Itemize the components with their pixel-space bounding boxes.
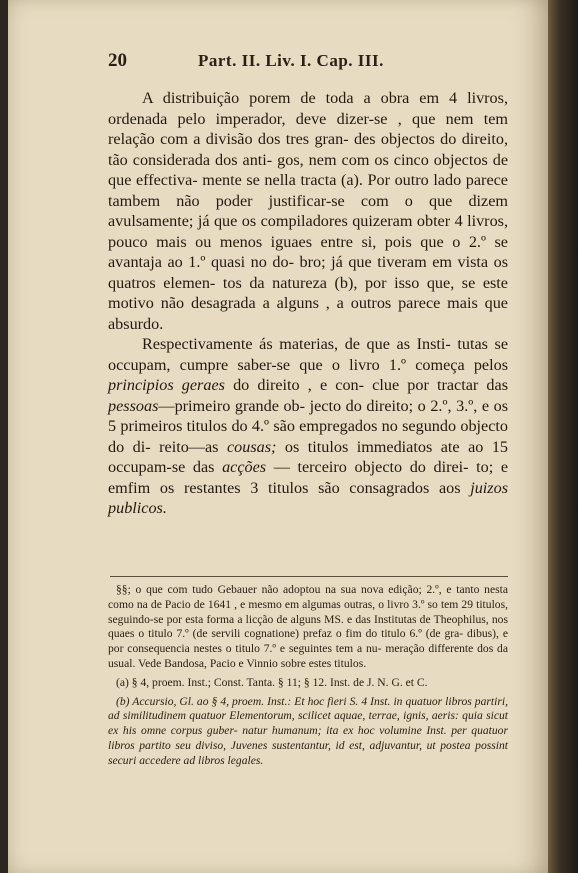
text-line: —primeiro grande ob- — [158, 396, 306, 415]
note-line: scilicet aquae, terrae, ignis, aeris: quia sicut ex his omne corpus guber- — [108, 709, 508, 738]
text-line: des objectos do direito, tão considerada dos anti- — [108, 130, 508, 169]
page-header — [108, 50, 488, 74]
emphasis: acções — [222, 458, 267, 476]
note-line: sobre estes titulos. — [280, 656, 367, 670]
footnote-b — [108, 695, 508, 769]
text-line: bro; já que tiveram em vista os quatros elemen- — [108, 253, 509, 292]
text-line: os titulos immediatos ate ao 15 — [276, 437, 509, 456]
footnotes — [108, 570, 508, 773]
text-line: tutas se occupam, cumpre saber-se que o livro 1.º — [108, 335, 509, 374]
note-line: in quatuor libros partiri, ad similitudinem quatuor Elementorum, — [108, 694, 508, 723]
page-number: 20 — [108, 50, 127, 71]
footnote-a — [108, 676, 508, 691]
footnote-continuation — [108, 583, 508, 672]
emphasis: juizos publicos. — [108, 478, 509, 517]
text-line: aos — [438, 478, 471, 497]
text-line: tambem não poder justificar-se com o que dizem — [108, 191, 508, 210]
text-line: do 4.º são empregados no segundo objecto do di- — [108, 417, 508, 456]
note-line: licção de alguns MS. e das Institutas de Theophilus, nos quaes o — [108, 612, 508, 641]
text-line: avulsamente; já que os compiladores quizeram — [108, 212, 413, 230]
text-line: A distribuição porem de toda a obra em 4 — [142, 89, 458, 107]
text-line: não desagrada a alguns , a outros parece mais que — [160, 294, 508, 312]
running-head: Part. II. Liv. I. Cap. III. — [198, 51, 384, 70]
text-line: obter 4 livros, pouco mais ou menos iguaes entre — [108, 212, 509, 251]
text-line: — terceiro objecto do direi- — [266, 458, 469, 476]
text-line: clue por tractar das — [372, 376, 509, 394]
emphasis: cousas; — [226, 437, 277, 456]
text-line: livros, ordenada pelo imperador, deve dizer-se , — [108, 89, 508, 128]
note-line: natur humanum; ita ex hoc volumine Inst. per quatuor libros partito — [108, 724, 508, 752]
note-line: meração differente dos da usual. Vede Bandosa, Pacio e Vinnio — [108, 642, 508, 670]
text-line: gos, nem com os cinco objectos de que effectiva- — [108, 150, 509, 189]
text-line: jecto do direito; o 2.º, 3.º, e os 5 primeiros titulos — [108, 396, 509, 435]
note-line: securi accedere ad libros legales. — [108, 753, 264, 767]
footnote-rule — [110, 576, 508, 577]
main-text — [108, 88, 508, 519]
book-edge — [548, 0, 578, 873]
text-line: absurdo. — [108, 314, 164, 333]
note-line: dibus), e por consequencia nestes o titulo 7.º e seguintes tem a nu- — [108, 627, 508, 656]
note-line: e tanto nesta como na de Pacio de 1641 , e mesmo em algumas — [108, 583, 508, 611]
text-line: tos da natureza (b), por isso que, se este motivo — [108, 273, 508, 312]
text-line: começa pelos — [415, 355, 508, 374]
note-line: outras, o livro 3.º so tem 29 titulos, seguindo-se por esta forma a — [108, 597, 508, 626]
note-line: seu diviso, Juvenes sustentantur, id est, adjuvantur, ut postea possint — [175, 738, 508, 752]
text-line: que nem tem relação com a divisão dos tres gran- — [108, 109, 508, 148]
paragraph-2 — [108, 334, 508, 519]
note-line: (b) Accursio, Gl. ao § 4, proem. Inst.: Et hoc fieri S. 4 Inst. — [116, 694, 391, 708]
emphasis: principios geraes — [108, 376, 225, 394]
text-line: to; e emfim os restantes 3 titulos são consagrados — [108, 458, 509, 497]
text-line: si, pois que o 2.º se avantaja ao 1.º quasi no do- — [108, 232, 508, 271]
paragraph-1 — [108, 88, 508, 334]
text-line: mente se nella tracta (a). Por outro lado parece — [202, 171, 508, 189]
note-line: §§; o que com tudo Gebauer não adoptou na sua nova edição; 2.º, — [116, 583, 442, 596]
note-line: (a) § 4, proem. Inst.; Const. Tanta. § 11; § 12. Inst. de J. N. G. et C. — [116, 675, 428, 689]
emphasis: pessoas — [108, 396, 159, 415]
note-line: titulo 7.º (de servili cognatione) prefaz o fim do titulo 6.º (de gra- — [148, 627, 464, 641]
text-line: reito—as — [159, 437, 227, 456]
book-page — [8, 0, 548, 873]
text-line: Respectivamente ás materias, de que as Insti- — [142, 335, 451, 353]
text-line: occupam-se das — [108, 458, 223, 476]
text-line: do direito , e con- — [224, 376, 365, 394]
